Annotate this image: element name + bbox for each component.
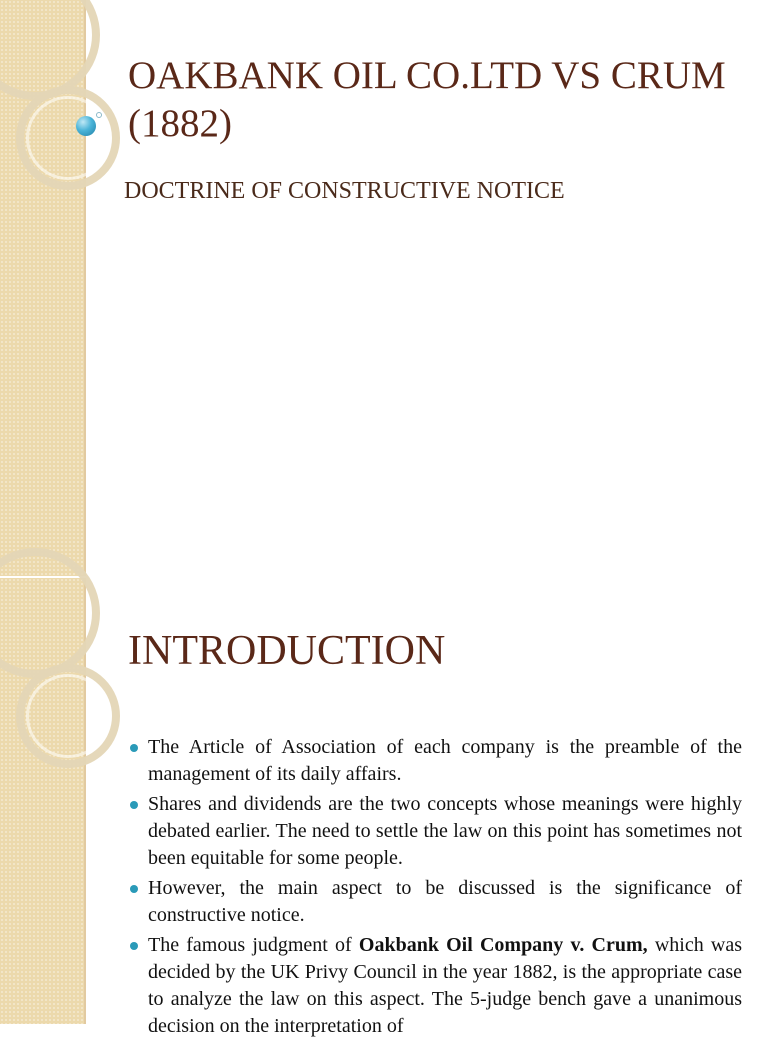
small-circle-icon xyxy=(96,112,102,118)
side-band-edge xyxy=(84,0,86,576)
blue-orb-icon xyxy=(76,116,96,136)
bullet-item: However, the main aspect to be discussed is the significance of constructive notice. xyxy=(130,875,742,929)
case-name: Oakbank Oil Company v. Crum, xyxy=(358,934,648,956)
section-heading: INTRODUCTION xyxy=(128,628,446,674)
bullet-item: Shares and dividends are the two concepts whose meanings were highly debated earlier. The need to settle the law on this point has sometimes not been equitable for some people. xyxy=(130,791,742,872)
bullet-item xyxy=(130,932,742,1040)
bullet-item: The Article of Association of each company is the preamble of the management of its daily affairs. xyxy=(130,734,742,788)
decorative-ring-inner xyxy=(26,96,110,180)
slide-title: OAKBANK OIL CO.LTD VS CRUM (1882) xyxy=(128,54,726,145)
bullet-list xyxy=(130,734,742,1043)
bullet-text: The famous judgment of xyxy=(148,934,359,956)
slide-2 xyxy=(0,578,768,1037)
decorative-ring-inner xyxy=(26,674,110,758)
slide-subtitle: DOCTRINE OF CONSTRUCTIVE NOTICE xyxy=(124,178,565,204)
bullet-text: which was decided by the UK Privy Council in the year 1882, is the appropriate case to analyze the law on this aspect. The 5-judge bench gave a unanimous decision on the interpretation of xyxy=(148,934,743,1037)
